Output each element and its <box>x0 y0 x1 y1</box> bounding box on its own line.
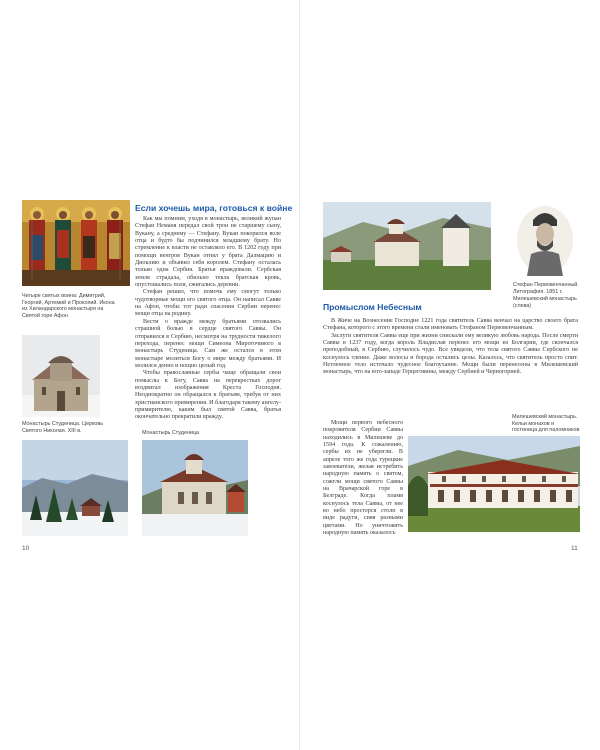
winter-landscape-image <box>22 440 128 536</box>
mileseva-monastery-image <box>323 202 491 290</box>
paragraph: Как мы помним, уходя в монастырь, великий жупан Стефан Неманя передал свой трон не старшему сыну, Вукану, а среднему — Стефану. Вукан покорился воле отца и будто бы подчинился младшему брату. Но стремление к власти не оставляло его. В 1202 году при помощи венгров Вукан отнял у брата Далмацию и Диоклию и объявил себя королем. Стефану осталась только одна Сербия. Братья враждовали. Сербская земля страдала, обильно текла братская кровь, опустошались поля, сжигались деревни. <box>135 216 281 289</box>
studenica-monastery-image <box>142 440 248 536</box>
paragraph: В Жиче на Вознесение Господне 1221 года святитель Савва венчал на царство своего брата Стефана, которого с этого времени стали именовать Стефаном Первовенчанным. <box>323 318 578 332</box>
paragraph: Стефан решил, что помочь ему смогут только чудотворные мощи его святого отца. Он написал Савве на Афон, чтобы тот ради спасения Сербии перенес мощи отца на родину. <box>135 289 281 318</box>
church-caption: Монастырь Студеница. Церковь Святого Николая. XIII в. <box>22 421 104 434</box>
mileseva2-caption: Милешевский монастырь. Кельи монахов и гостиница для паломников <box>512 414 580 434</box>
icon-four-warriors-image <box>22 200 130 286</box>
paragraph: Мощи первого небесного покровителя Сербии Саввы находились в Милешеве до 1594 года. К сожалению, сербы их не уберегли. В апреле того же года турецкие завоеватели, желая истребить народную память о святом, сожгли мощи святого Саввы на Врачарской горе в Белграде. Когда пламя коснулось тела Саввы, от нее во небо простерся столп в виде радуги, сияя разными цветами. Но уничтожить народную память оказалось <box>323 420 403 537</box>
portrait-caption: Стефан Первовенчанный. Литография. 1851 г. <box>513 282 579 295</box>
article-text-bottom <box>323 420 403 538</box>
church-st-nicholas-image <box>22 335 100 417</box>
mileseva-caption: Милешевский монастырь (слева) <box>513 296 577 309</box>
section-heading: Промыслом Небесным <box>323 302 422 312</box>
article-text-top <box>323 318 578 377</box>
paragraph: Заслуги святителя Саввы еще при жизни снискали ему великую любовь народа. После смерти Саввы в 1237 году, когда король Владислав перенес его мощи из Болгарии, где скончался преподобный, в Сербию, случилось чудо. Все увидели, что тела святого Саввы Сербского не коснулось тление. Даже волосы и борода остались целы. Казалось, что святитель просто спит. Нетленное тело источало чудесное благоухание. Мощи были перенесены в Милешевский монастырь, что на юго-западе Герцеговины, между Сербией и Черногорией. <box>323 332 578 376</box>
paragraph: Вести о вражде между братьями отозвались страшной болью в сердце святого Саввы. Он отправился в Сербию, несмотря на трудности тяжелого перехода, перенес мощи Симеона Мироточивого в монастырь Студеница. Сам же остался в этом монастыре молиться Богу о мире между братьями. И молился денно и нощно целый год. <box>135 318 281 369</box>
studenica-caption: Монастырь Студеница <box>142 430 200 436</box>
article-text <box>135 216 281 422</box>
section-heading: Если хочешь мира, готовься к войне <box>135 203 293 213</box>
monastery-cells-image <box>408 436 580 532</box>
icon-caption: Четыре святых воина: Димитрий, Георгий, Артемий и Прокопий. Икона из Хиландарского монастыря на Святой горе Афон <box>22 293 115 319</box>
page-number: 11 <box>571 545 578 552</box>
paragraph: Чтобы православные сербы чаще обращали свои помыслы к Богу, Савва на перекрестках дорог воздвигал изображения Креста Господня. Неоднократно он обращался к братьям, требуя от них христианского примирения. И благодаря такому ангелу-примирителю, каким был святой Савва, братья окончательно прекратили вражду. <box>135 370 281 421</box>
portrait-lithograph-image <box>513 200 577 276</box>
page-number: 10 <box>22 545 30 552</box>
right-page <box>300 0 600 750</box>
